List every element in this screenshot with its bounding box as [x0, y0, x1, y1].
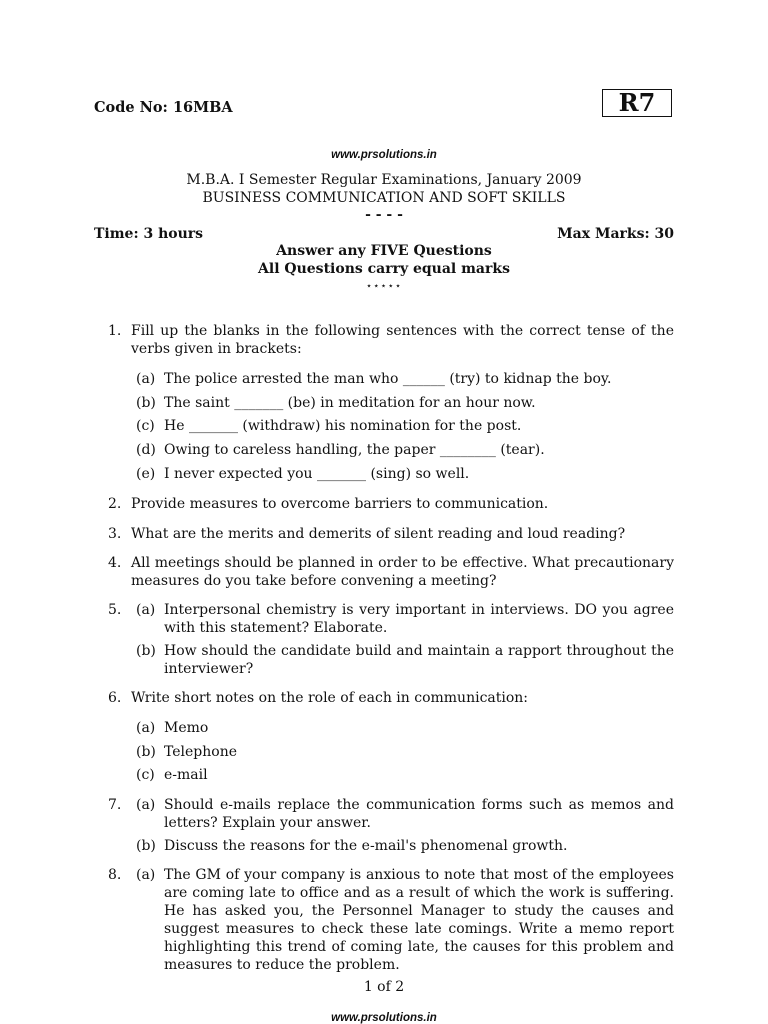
question-number: 3.: [108, 526, 122, 542]
part-label: (b): [136, 838, 156, 854]
question-number: 8.: [108, 867, 122, 883]
separator: - - - -: [365, 207, 403, 223]
question-7-part-b: [136, 837, 674, 855]
part-text: He _______ (withdraw) his nomination for the post.: [164, 418, 522, 434]
question-number: 7.: [108, 797, 122, 813]
exam-title: M.B.A. I Semester Regular Examinations, January 2009: [186, 172, 582, 188]
part-text: Memo: [164, 720, 209, 736]
question-6: [108, 689, 674, 707]
part-text: How should the candidate build and maintain a rapport throughout the interviewer?: [164, 643, 674, 677]
question-1-part-c: [136, 417, 674, 435]
question-number: 5.: [108, 602, 122, 618]
part-label: (a): [136, 602, 156, 618]
part-label: (c): [136, 418, 155, 434]
question-1: [108, 322, 674, 358]
question-6-part-b: [136, 743, 674, 761]
part-text: Interpersonal chemistry is very important in interviews. DO you agree with this statement? Elaborate.: [164, 602, 674, 636]
part-label: (a): [136, 371, 156, 387]
page-number: 1 of 2: [363, 979, 405, 995]
question-1-part-e: [136, 465, 674, 483]
question-7-part-a: [136, 796, 674, 832]
part-text: Owing to careless handling, the paper ________ (tear).: [164, 442, 545, 458]
question-5-part-a: [136, 601, 674, 637]
watermark-top: www.prsolutions.in: [331, 149, 437, 161]
question-text: All meetings should be planned in order to be effective. What precautionary measures do you take before convening a meeting?: [131, 555, 674, 589]
question-6-part-a: [136, 719, 674, 737]
question-text: What are the merits and demerits of silent reading and loud reading?: [131, 526, 626, 542]
part-text: Discuss the reasons for the e-mail's phenomenal growth.: [164, 838, 568, 854]
part-label: (c): [136, 767, 155, 783]
question-1-part-b: [136, 394, 674, 412]
question-text: Provide measures to overcome barriers to communication.: [131, 496, 549, 512]
instruction-answer: Answer any FIVE Questions: [276, 243, 492, 259]
question-3: [108, 525, 674, 543]
stars-separator: ⋆⋆⋆⋆⋆: [365, 281, 403, 292]
question-number: 1.: [108, 323, 122, 339]
question-text: Fill up the blanks in the following sentences with the correct tense of the verbs given in brackets:: [131, 323, 674, 357]
question-6-part-c: [136, 766, 674, 784]
question-4: [108, 554, 674, 590]
part-label: (e): [136, 466, 156, 482]
part-text: Should e-mails replace the communication forms such as memos and letters? Explain your answer.: [164, 797, 674, 831]
question-5-part-b: [136, 642, 674, 678]
question-1-part-d: [136, 441, 674, 459]
part-text: The GM of your company is anxious to note that most of the employees are coming late to office and as a result of which the work is suffering. He has asked you, the Personnel Manager to study the causes and suggest measures to check these late comings. Write a memo report highlighting this trend of coming late, the causes for this problem and measures to reduce the problem.: [164, 867, 674, 973]
part-label: (a): [136, 867, 156, 883]
part-text: The saint _______ (be) in meditation for an hour now.: [164, 395, 536, 411]
code-number: Code No: 16MBA: [94, 99, 233, 116]
part-text: Telephone: [164, 744, 238, 760]
part-label: (b): [136, 744, 156, 760]
part-label: (b): [136, 395, 156, 411]
question-text: Write short notes on the role of each in communication:: [131, 690, 529, 706]
part-text: I never expected you _______ (sing) so well.: [164, 466, 470, 482]
question-number: 2.: [108, 496, 122, 512]
question-1-part-a: [136, 370, 674, 388]
part-label: (b): [136, 643, 156, 659]
question-number: 4.: [108, 555, 122, 571]
part-text: The police arrested the man who ______ (try) to kidnap the boy.: [164, 371, 612, 387]
max-marks-label: Max Marks: 30: [557, 226, 674, 242]
instruction-marks: All Questions carry equal marks: [258, 261, 510, 277]
part-label: (a): [136, 720, 156, 736]
watermark-bottom: www.prsolutions.in: [331, 1012, 437, 1024]
subject-title: BUSINESS COMMUNICATION AND SOFT SKILLS: [202, 190, 566, 206]
part-label: (a): [136, 797, 156, 813]
part-label: (d): [136, 442, 156, 458]
question-8-part-a: [136, 866, 674, 974]
time-label: Time: 3 hours: [94, 226, 204, 242]
part-text: e-mail: [164, 767, 208, 783]
question-2: [108, 495, 674, 513]
question-number: 6.: [108, 690, 122, 706]
regulation-box: R7: [602, 89, 672, 117]
